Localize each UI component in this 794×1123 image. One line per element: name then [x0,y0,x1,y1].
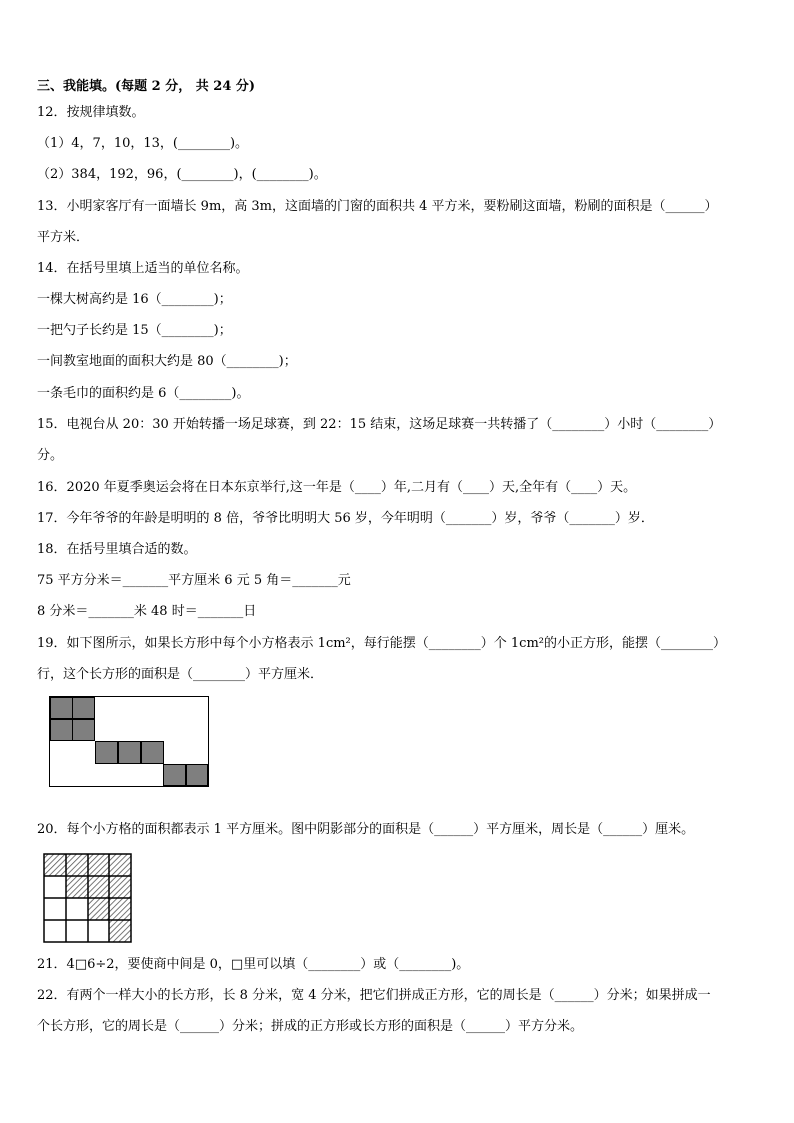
q15-line1: 15．电视台从 20：30 开始转播一场足球赛，到 22：15 结束，这场足球赛一共转播了（________）小时（________） [37,417,722,432]
shaded-square [72,697,95,719]
q19-line2: 行，这个长方形的面积是（________）平方厘米． [37,667,324,682]
shaded-square [186,764,208,786]
q18-title: 18．在括号里填合适的数。 [37,542,197,557]
q20-grid-figure [43,853,132,943]
q12-title: 12．按规律填数。 [37,105,145,120]
shaded-square [72,719,95,741]
shaded-square [50,719,73,741]
q14-item-d: 一条毛巾的面积约是 6（________)。 [37,386,250,401]
q13-line1: 13．小明家客厅有一面墙长 9m，高 3m，这面墙的门窗的面积共 4 平方米，要粉刷这面墙，粉刷的面积是（______） [37,199,718,214]
q17-text: 17．今年爷爷的年龄是明明的 8 倍，爷爷比明明大 56 岁，今年明明（_______）岁，爷爷（_______）岁． [37,511,654,526]
shaded-square [118,741,141,764]
q16-text: 16．2020 年夏季奥运会将在日本东京举行,这一年是（____）年,二月有（____）天,全年有（____）天。 [37,480,637,495]
q14-item-b: 一把勺子长约是 15（________)； [37,323,232,338]
shaded-square [50,697,73,719]
q22-line1: 22．有两个一样大小的长方形，长 8 分米，宽 4 分米，把它们拼成正方形，它的周长是（______）分米；如果拼成一 [37,988,711,1003]
q14-title: 14．在括号里填上适当的单位名称。 [37,261,249,276]
q18-row1: 75 平方分米＝_______平方厘米 6 元 5 角＝_______元 [37,573,351,588]
section-title: 三、我能填。(每题 2 分， 共 24 分) [37,79,256,94]
q14-item-a: 一棵大树高约是 16（________)； [37,292,232,307]
q22-line2: 个长方形，它的周长是（______）分米；拼成的正方形或长方形的面积是（______）平方分米。 [37,1019,584,1034]
shaded-square [141,741,164,764]
q19-line1: 19．如下图所示，如果长方形中每个小方格表示 1cm²，每行能摆（________）个 1cm²的小正方形，能摆（________） [37,636,726,651]
q19-rectangle-figure [49,696,209,787]
q14-item-c: 一间教室地面的面积大约是 80（________)； [37,354,297,369]
shaded-square [95,741,118,764]
q18-row2: 8 分米＝_______米 48 时＝_______日 [37,604,257,619]
q20-text: 20．每个小方格的面积都表示 1 平方厘米。图中阴影部分的面积是（______）平方厘米，周长是（______）厘米。 [37,822,695,837]
shaded-square [163,764,186,786]
q12-part2: （2）384，192，96，(________)，(________)。 [37,167,327,182]
q13-line2: 平方米． [37,230,90,245]
q15-line2: 分。 [37,448,64,463]
q21-text: 21．4□6÷2，要使商中间是 0，□里可以填（________）或（________)。 [37,957,470,972]
q12-part1: （1）4，7，10，13，(________)。 [37,136,249,151]
